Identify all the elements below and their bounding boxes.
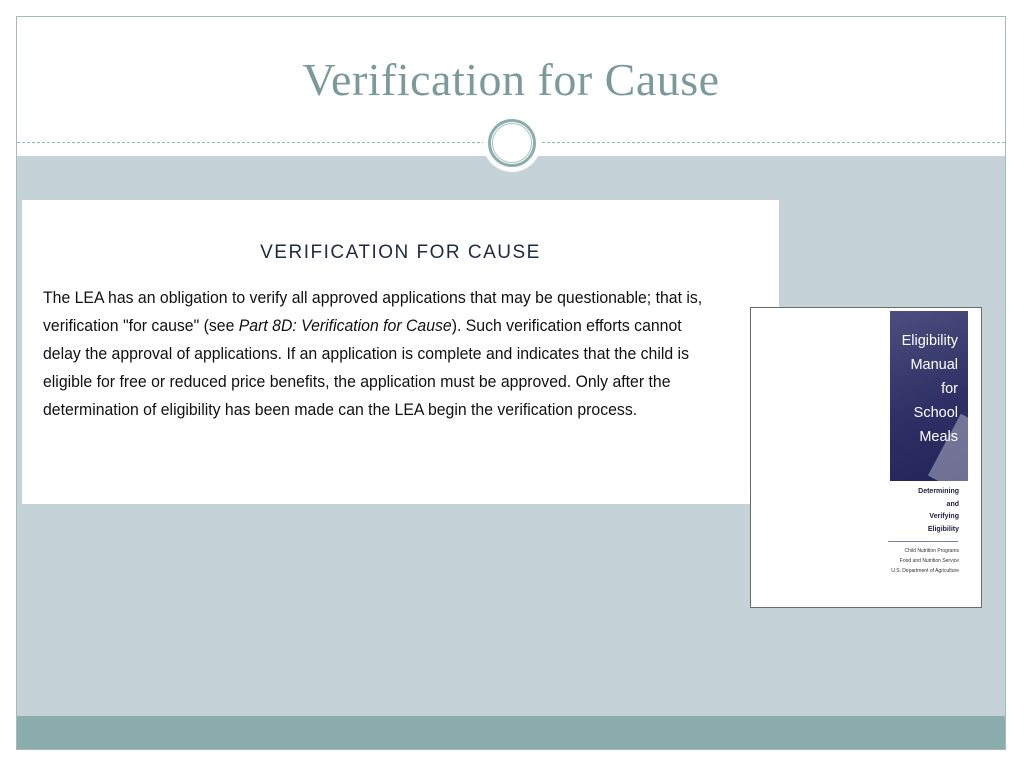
circle-ornament-icon bbox=[483, 114, 541, 172]
booklet-title-line: for bbox=[941, 381, 958, 397]
booklet-agency-line: U.S. Department of Agriculture bbox=[891, 568, 959, 574]
booklet-title-line: School bbox=[913, 405, 958, 421]
booklet-agency bbox=[891, 546, 959, 576]
booklet-subtitle-line: Verifying bbox=[929, 513, 959, 520]
manual-cover-image bbox=[750, 307, 982, 608]
booklet-subtitle-line: Eligibility bbox=[927, 525, 959, 533]
slide bbox=[16, 16, 1006, 750]
booklet-title-line: Meals bbox=[919, 429, 958, 445]
booklet-title-line: Manual bbox=[910, 357, 958, 373]
excerpt-text-part2: ). Such verification efforts cannot delay the approval of applications. If an application is complete and indicates that the child is eligible for free or reduced price benefits, the application must be approved. Only after the determination of eligibility has been made can the LEA begin the verification process. bbox=[43, 316, 689, 419]
inner-ring bbox=[492, 123, 532, 163]
manual-excerpt-panel bbox=[22, 200, 779, 504]
footer-bar bbox=[17, 716, 1005, 750]
booklet-subtitle bbox=[918, 486, 959, 536]
excerpt-heading: VERIFICATION FOR CAUSE bbox=[260, 242, 541, 263]
booklet-subtitle-line: Determining bbox=[918, 488, 959, 495]
excerpt-paragraph bbox=[43, 284, 705, 424]
booklet-cover-band bbox=[890, 311, 968, 481]
booklet-agency-line: Food and Nutrition Service bbox=[899, 558, 959, 564]
excerpt-text-part1: The LEA has an obligation to verify all approved applications that may be questionable; that is, verification "for cause" (see bbox=[43, 288, 703, 335]
booklet-title bbox=[902, 329, 958, 449]
booklet-subtitle-line: and bbox=[946, 500, 959, 508]
booklet-title-line: Eligibility bbox=[901, 333, 958, 349]
excerpt-reference: Part 8D: Verification for Cause bbox=[238, 316, 452, 335]
slide-title: Verification for Cause bbox=[302, 54, 720, 105]
booklet-agency-line: Child Nutrition Programs bbox=[904, 548, 959, 554]
booklet-divider bbox=[888, 541, 958, 542]
